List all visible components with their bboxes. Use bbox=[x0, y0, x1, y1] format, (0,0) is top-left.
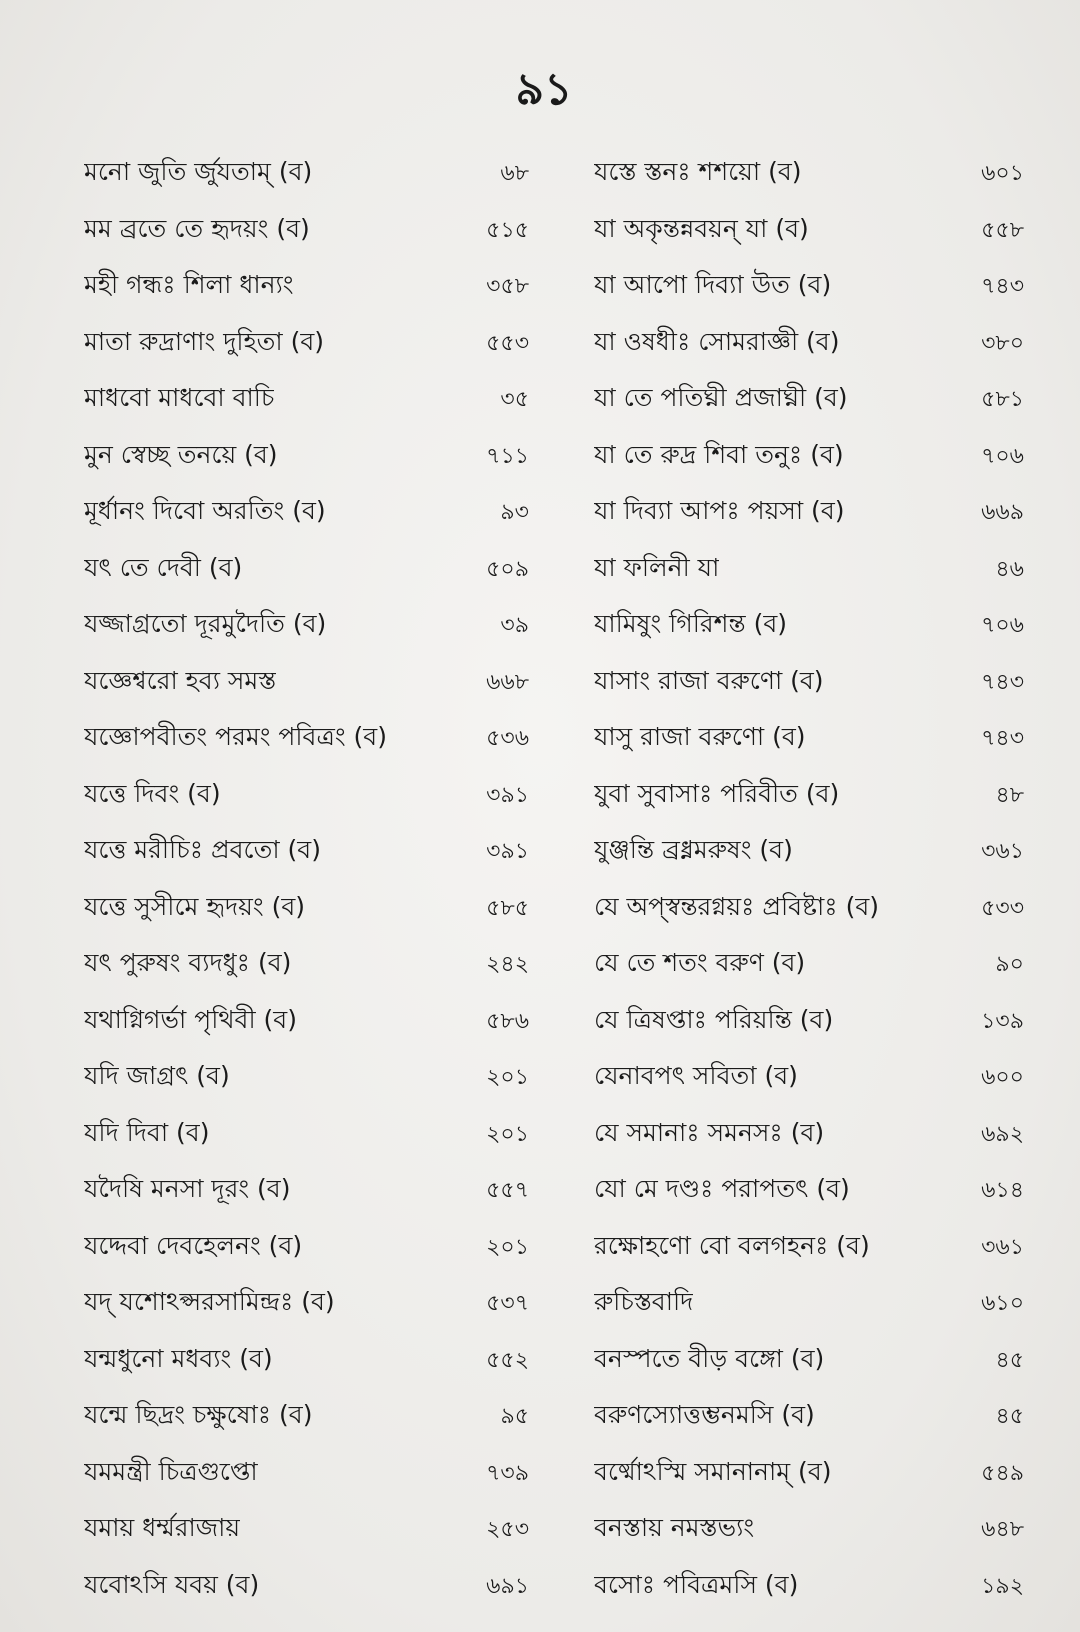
entry-page-number: ২৪২ bbox=[486, 952, 529, 977]
entry-page-number: ২০১ bbox=[486, 1234, 529, 1260]
entry-text: বরুণস্যোত্তম্ভনমসি (ব) bbox=[594, 1400, 815, 1429]
entry-text: মনো জুতি র্জুযতাম্ (ব) bbox=[84, 157, 313, 186]
entry-page-number: ৫৫৩ bbox=[486, 330, 529, 356]
entry-text: যদ্ যশোঽপ্সরসামিন্দ্রঃ (ব) bbox=[84, 1287, 335, 1316]
entry-text: যা ওষধীঃ সোমরাজ্ঞী (ব) bbox=[594, 326, 840, 356]
entry-page-number: ৫৩৬ bbox=[486, 726, 529, 751]
index-entry-row bbox=[84, 822, 529, 879]
index-entry-row bbox=[594, 709, 1024, 766]
entry-page-number: ৫৩৭ bbox=[486, 1291, 529, 1316]
index-column-right bbox=[594, 144, 1024, 1613]
entry-text: যজ্জাগ্রতো দূরমুদৈতি (ব) bbox=[84, 609, 327, 638]
entry-page-number: ৬৬৯ bbox=[981, 500, 1024, 525]
index-entry-row bbox=[594, 1331, 1024, 1388]
index-entry-row bbox=[594, 483, 1024, 540]
entry-page-number: ৯৩ bbox=[500, 500, 529, 525]
index-entry-row bbox=[594, 1218, 1024, 1275]
entry-text: যে সমানাঃ সমনসঃ (ব) bbox=[594, 1117, 825, 1147]
entry-page-number: ৩৮০ bbox=[981, 330, 1024, 356]
entry-text: যত্তে সুসীমে হৃদয়ং (ব) bbox=[84, 891, 306, 921]
index-entry-row bbox=[84, 1274, 529, 1331]
index-entry-row bbox=[594, 144, 1024, 201]
entry-page-number: ৩৫ bbox=[500, 387, 529, 412]
index-entry-row bbox=[84, 144, 529, 201]
index-entry-row bbox=[594, 1444, 1024, 1501]
index-entry-row bbox=[84, 596, 529, 653]
entry-page-number: ৭৪৩ bbox=[981, 726, 1024, 751]
entry-text: বসোঃ পবিত্রমসি (ব) bbox=[594, 1569, 799, 1599]
entry-page-number: ৫৩৩ bbox=[981, 895, 1024, 921]
index-entry-row bbox=[594, 992, 1024, 1049]
entry-page-number: ৯৫ bbox=[500, 1404, 529, 1429]
entry-text: মম ব্রতে তে হৃদয়ং (ব) bbox=[84, 213, 310, 243]
entry-text: মহী গন্ধঃ শিলা ধান্যং bbox=[84, 270, 294, 299]
entry-text: যা আপো দিব্যা উত (ব) bbox=[594, 270, 832, 299]
index-entry-row bbox=[594, 257, 1024, 314]
entry-page-number: ১৯২ bbox=[981, 1573, 1024, 1599]
index-entry-row bbox=[84, 1444, 529, 1501]
entry-text: যা তে পতিঘ্নী প্রজাঘ্নী (ব) bbox=[594, 383, 848, 412]
index-entry-row bbox=[84, 1387, 529, 1444]
entry-text: যে অপ্স্বন্তরগ্নয়ঃ প্রবিষ্টাঃ (ব) bbox=[594, 891, 879, 921]
entry-page-number: ৩৯১ bbox=[486, 839, 529, 864]
index-entry-row bbox=[594, 1048, 1024, 1105]
entry-text: যাসু রাজা বরুণো (ব) bbox=[594, 722, 806, 751]
entry-text: যাসাং রাজা বরুণো (ব) bbox=[594, 665, 824, 695]
entry-page-number: ৬৮ bbox=[500, 161, 529, 186]
index-entry-row bbox=[84, 935, 529, 992]
entry-page-number: ৩৯১ bbox=[486, 782, 529, 808]
entry-page-number: ৬০১ bbox=[981, 161, 1024, 186]
entry-text: যে ত্রিষপ্তাঃ পরিয়ন্তি (ব) bbox=[594, 1004, 834, 1034]
index-entry-row bbox=[84, 257, 529, 314]
index-entry-row bbox=[594, 1161, 1024, 1218]
entry-page-number: ৬৪৮ bbox=[981, 1517, 1024, 1542]
entry-page-number: ১৩৯ bbox=[981, 1008, 1024, 1034]
index-entry-row bbox=[84, 427, 529, 484]
index-entry-row bbox=[84, 1218, 529, 1275]
index-entry-row bbox=[594, 1500, 1024, 1557]
entry-text: যন্মধুনো মধব্যং (ব) bbox=[84, 1343, 273, 1373]
entry-text: বনস্তায় নমস্তভ্যং bbox=[594, 1513, 755, 1542]
mantra-index bbox=[84, 144, 1024, 1613]
entry-text: যুবা সুবাসাঃ পরিবীত (ব) bbox=[594, 778, 840, 808]
index-entry-row bbox=[594, 370, 1024, 427]
entry-text: রক্ষোহণো বো বলগহনঃ (ব) bbox=[594, 1230, 870, 1260]
entry-text: যথাগ্নিগর্ভা পৃথিবী (ব) bbox=[84, 1004, 297, 1034]
entry-page-number: ৩৯ bbox=[500, 613, 529, 638]
entry-page-number: ৭০৬ bbox=[981, 613, 1024, 638]
entry-text: যদ্দেবা দেবহেলনং (ব) bbox=[84, 1230, 303, 1260]
entry-page-number: ৩৬১ bbox=[981, 839, 1024, 864]
entry-page-number: ৫৮১ bbox=[981, 387, 1024, 412]
index-entry-row bbox=[594, 935, 1024, 992]
entry-page-number: ৪৬ bbox=[995, 556, 1024, 582]
entry-text: যা ফলিনী যা bbox=[594, 552, 720, 582]
entry-text: যেনাবপৎ সবিতা (ব) bbox=[594, 1061, 798, 1090]
entry-page-number: ৬১৪ bbox=[981, 1178, 1024, 1203]
entry-page-number: ৪৫ bbox=[995, 1404, 1024, 1429]
entry-page-number: ৪৮ bbox=[995, 782, 1024, 808]
entry-page-number: ৭১১ bbox=[486, 443, 529, 469]
index-entry-row bbox=[594, 879, 1024, 936]
entry-page-number: ৪৫ bbox=[995, 1347, 1024, 1373]
entry-page-number: ৬৯২ bbox=[981, 1121, 1024, 1147]
entry-text: বনস্পতে বীড় বঙ্গো (ব) bbox=[594, 1343, 825, 1373]
entry-page-number: ৫৪৯ bbox=[981, 1460, 1024, 1486]
index-entry-row bbox=[594, 1274, 1024, 1331]
entry-text: যৎ পুরুষং ব্যদধুঃ (ব) bbox=[84, 948, 292, 977]
index-entry-row bbox=[594, 314, 1024, 371]
entry-text: যদৈষি মনসা দূরং (ব) bbox=[84, 1174, 291, 1203]
index-entry-row bbox=[594, 596, 1024, 653]
entry-page-number: ৫৫৭ bbox=[486, 1178, 529, 1203]
entry-text: মাধবো মাধবো বাচি bbox=[84, 383, 275, 412]
entry-text: যামিষুং গিরিশন্ত (ব) bbox=[594, 609, 788, 638]
entry-page-number: ২৫৩ bbox=[486, 1517, 529, 1542]
entry-page-number: ৬১০ bbox=[981, 1291, 1024, 1316]
entry-text: রুচিস্তবাদি bbox=[594, 1287, 694, 1316]
entry-text: যদি দিবা (ব) bbox=[84, 1117, 210, 1147]
entry-page-number: ৫০৯ bbox=[486, 556, 529, 582]
entry-text: যে তে শতং বরুণ (ব) bbox=[594, 948, 806, 977]
entry-page-number: ৫১৫ bbox=[486, 217, 529, 243]
index-entry-row bbox=[84, 1105, 529, 1162]
index-entry-row bbox=[84, 314, 529, 371]
entry-text: বর্ষ্মোঽস্মি সমানানাম্ (ব) bbox=[594, 1456, 832, 1486]
entry-text: যস্তে স্তনঃ শশয়ো (ব) bbox=[594, 157, 802, 186]
index-entry-row bbox=[84, 1331, 529, 1388]
index-entry-row bbox=[84, 1048, 529, 1105]
index-entry-row bbox=[594, 653, 1024, 710]
entry-text: যা তে রুদ্র শিবা তনুঃ (ব) bbox=[594, 439, 844, 469]
entry-text: যা দিব্যা আপঃ পয়সা (ব) bbox=[594, 496, 845, 525]
index-entry-row bbox=[84, 709, 529, 766]
entry-page-number: ৫৫২ bbox=[486, 1347, 529, 1373]
entry-text: মুন স্বেচ্ছ তনয়ে (ব) bbox=[84, 439, 278, 469]
entry-page-number: ২০১ bbox=[486, 1121, 529, 1147]
index-entry-row bbox=[84, 992, 529, 1049]
index-entry-row bbox=[594, 427, 1024, 484]
entry-text: যবোঽসি যবয় (ব) bbox=[84, 1569, 260, 1599]
entry-page-number: ৯০ bbox=[995, 952, 1024, 977]
index-entry-row bbox=[84, 766, 529, 823]
entry-text: মাতা রুদ্রাণাং দুহিতা (ব) bbox=[84, 326, 324, 356]
index-entry-row bbox=[84, 201, 529, 258]
entry-page-number: ২০১ bbox=[486, 1065, 529, 1090]
entry-page-number: ৫৮৬ bbox=[486, 1008, 529, 1034]
entry-page-number: ৫৫৮ bbox=[981, 217, 1024, 243]
entry-text: যো মে দণ্ডঃ পরাপতৎ (ব) bbox=[594, 1174, 850, 1203]
index-entry-row bbox=[84, 879, 529, 936]
index-entry-row bbox=[594, 822, 1024, 879]
entry-page-number: ৫৮৫ bbox=[486, 895, 529, 921]
entry-text: যজ্ঞোপবীতং পরমং পবিত্রং (ব) bbox=[84, 722, 387, 751]
entry-page-number: ৭৩৯ bbox=[486, 1460, 529, 1486]
entry-page-number: ৩৫৮ bbox=[486, 274, 529, 299]
entry-page-number: ৭৪৩ bbox=[981, 274, 1024, 299]
entry-text: যন্মে ছিদ্রং চক্ষুষোঃ (ব) bbox=[84, 1400, 313, 1429]
index-entry-row bbox=[594, 1557, 1024, 1614]
index-column-left bbox=[84, 144, 529, 1613]
entry-page-number: ৬৬৮ bbox=[486, 669, 529, 695]
index-entry-row bbox=[594, 766, 1024, 823]
index-entry-row bbox=[84, 1161, 529, 1218]
index-entry-row bbox=[84, 540, 529, 597]
entry-page-number: ৬৯১ bbox=[486, 1573, 529, 1599]
entry-text: যদি জাগ্রৎ (ব) bbox=[84, 1061, 230, 1090]
index-entry-row bbox=[594, 201, 1024, 258]
index-entry-row bbox=[594, 1387, 1024, 1444]
entry-text: যমমন্ত্রী চিত্রগুপ্তো bbox=[84, 1456, 258, 1486]
entry-text: যমায় ধর্ম্মরাজায় bbox=[84, 1513, 241, 1542]
entry-page-number: ৭৪৩ bbox=[981, 669, 1024, 695]
index-entry-row bbox=[84, 483, 529, 540]
entry-text: মূর্ধানং দিবো অরতিং (ব) bbox=[84, 496, 326, 525]
index-entry-row bbox=[84, 1500, 529, 1557]
entry-text: যা অকৃন্তন্নবয়ন্ যা (ব) bbox=[594, 213, 809, 243]
entry-text: যৎ তে দেবী (ব) bbox=[84, 552, 243, 582]
page-number: ৯১ bbox=[515, 64, 573, 115]
index-entry-row bbox=[84, 1557, 529, 1614]
entry-text: যত্তে মরীচিঃ প্রবতো (ব) bbox=[84, 835, 321, 864]
entry-page-number: ৭০৬ bbox=[981, 443, 1024, 469]
entry-page-number: ৩৬১ bbox=[981, 1234, 1024, 1260]
index-entry-row bbox=[84, 370, 529, 427]
entry-text: যত্তে দিবং (ব) bbox=[84, 778, 221, 808]
index-entry-row bbox=[594, 540, 1024, 597]
entry-text: যজ্ঞেশ্বরো হব্য সমস্ত bbox=[84, 665, 277, 695]
index-entry-row bbox=[84, 653, 529, 710]
entry-page-number: ৬০০ bbox=[981, 1065, 1024, 1090]
index-entry-row bbox=[594, 1105, 1024, 1162]
entry-text: যুঞ্জন্তি ব্রধ্নমরুষং (ব) bbox=[594, 835, 793, 864]
